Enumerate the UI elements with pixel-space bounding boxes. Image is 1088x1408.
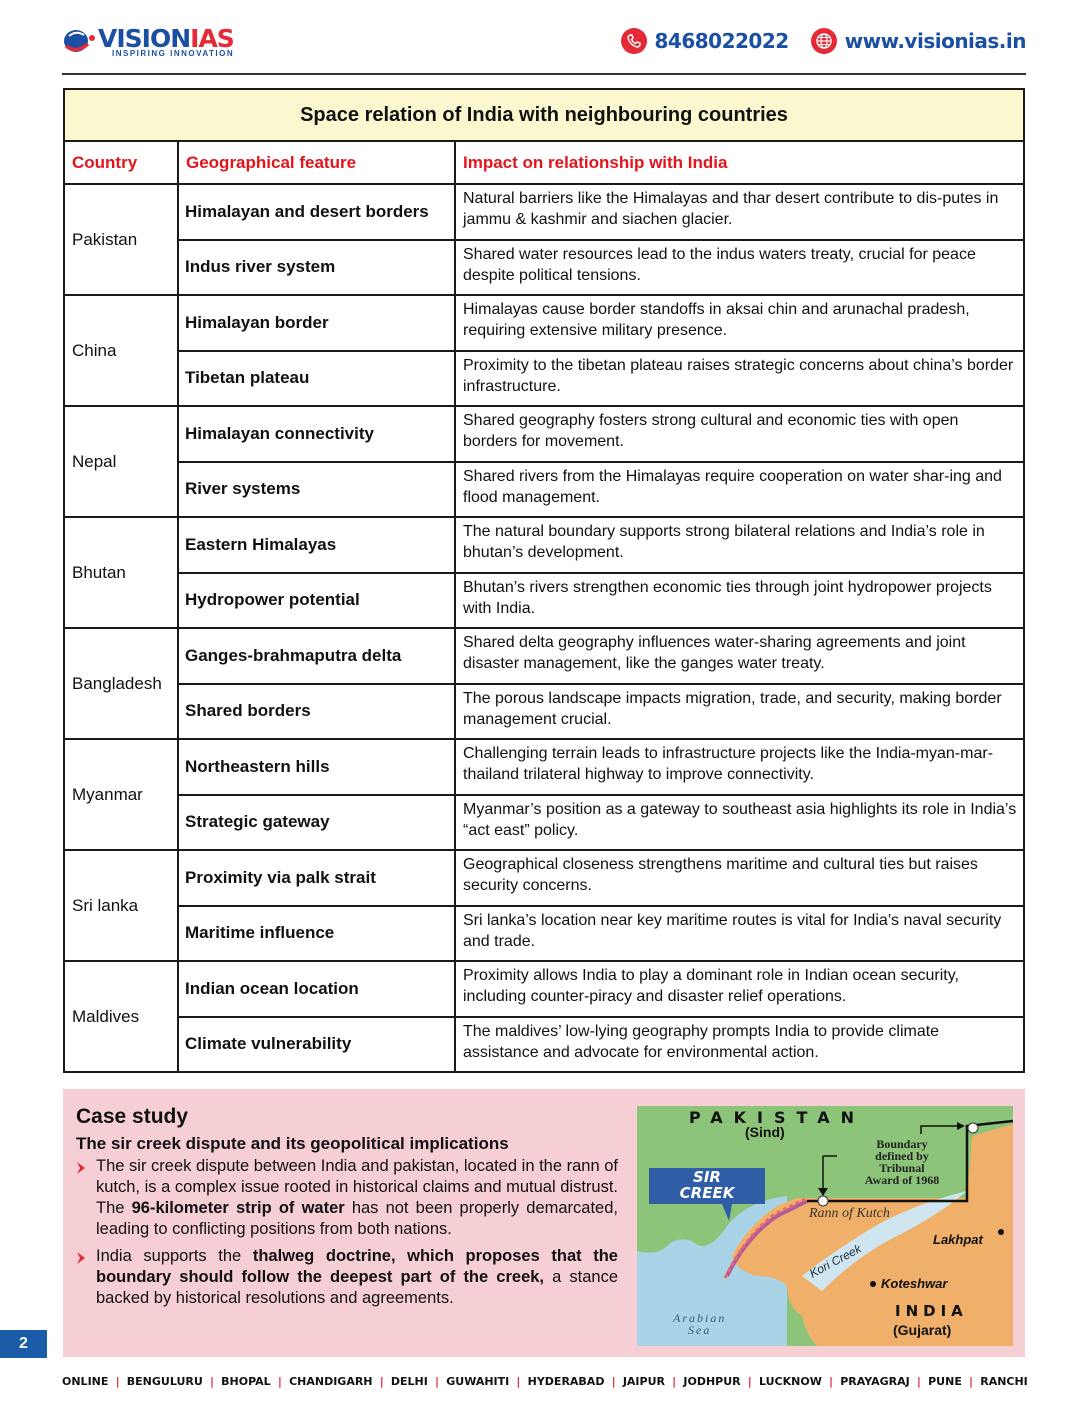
- neighbours-table: [63, 88, 1025, 1073]
- table-row: [64, 850, 1024, 906]
- website-url: www.visionias.in: [844, 29, 1026, 53]
- table-row: [64, 906, 1024, 962]
- bullet-item: [76, 1246, 618, 1309]
- feature-cell: Eastern Himalayas: [178, 517, 455, 573]
- footer-city: GUWAHITI: [446, 1375, 510, 1388]
- map-label-boundary-note: Boundary defined by Tribunal Award of 1968: [864, 1137, 940, 1187]
- brand-vision: VISION: [98, 24, 191, 53]
- map-label-kori-creek: Kori Creek: [807, 1241, 864, 1281]
- impact-cell: Himalayas cause border standoffs in aksai chin and arunachal pradesh, requiring extensive military presence.: [455, 295, 1024, 351]
- footer-city: JODHPUR: [683, 1375, 741, 1388]
- feature-cell: Indus river system: [178, 240, 455, 296]
- bullet-arrow-icon: [76, 1160, 88, 1174]
- header-divider: [62, 73, 1026, 75]
- feature-cell: Maritime influence: [178, 906, 455, 962]
- bullet-arrow-icon: [76, 1250, 88, 1264]
- website-link[interactable]: [811, 28, 1026, 54]
- feature-cell: Himalayan and desert borders: [178, 184, 455, 240]
- table-row: [64, 739, 1024, 795]
- feature-cell: River systems: [178, 462, 455, 518]
- footer-city: HYDERABAD: [527, 1375, 605, 1388]
- feature-cell: Hydropower potential: [178, 573, 455, 629]
- impact-cell: The natural boundary supports strong bilateral relations and India’s role in bhutan’s development.: [455, 517, 1024, 573]
- feature-cell: Ganges-brahmaputra delta: [178, 628, 455, 684]
- map-label-sind: (Sind): [745, 1124, 785, 1140]
- map-label-rann: Rann of Kutch: [809, 1206, 890, 1221]
- country-cell: Bangladesh: [64, 628, 178, 739]
- footer-separator: |: [435, 1375, 440, 1388]
- country-cell: Maldives: [64, 961, 178, 1072]
- brand-tagline: INSPIRING INNOVATION: [112, 49, 235, 58]
- footer-city: ONLINE: [62, 1375, 109, 1388]
- impact-cell: The porous landscape impacts migration, trade, and security, making border management crucial.: [455, 684, 1024, 740]
- impact-cell: Sri lanka’s location near key maritime routes is vital for India’s naval security and trade.: [455, 906, 1024, 962]
- bullet-item: [76, 1156, 618, 1240]
- bullet-bold-text: thalweg doctrine, which proposes that the boundary should follow the deepest part of the creek,: [96, 1247, 618, 1286]
- page-number: 2: [0, 1330, 47, 1358]
- map-label-pakistan: PAKISTAN: [689, 1108, 865, 1127]
- case-study-bullets: [76, 1156, 618, 1315]
- feature-cell: Strategic gateway: [178, 795, 455, 851]
- table-row: [64, 684, 1024, 740]
- table-row: [64, 517, 1024, 573]
- contact-info: [621, 28, 1027, 54]
- feature-cell: Climate vulnerability: [178, 1017, 455, 1073]
- impact-cell: The maldives’ low-lying geography prompts India to provide climate assistance and advocate for environmental action.: [455, 1017, 1024, 1073]
- column-header-country: Country: [64, 141, 178, 184]
- table-row: [64, 462, 1024, 518]
- feature-cell: Himalayan border: [178, 295, 455, 351]
- map-label-arabian-sea: Arabian Sea: [673, 1311, 727, 1337]
- table-row: [64, 184, 1024, 240]
- bullet-text: India supports the: [96, 1247, 253, 1265]
- footer-separator: |: [379, 1375, 384, 1388]
- impact-cell: Natural barriers like the Himalayas and thar desert contribute to dis-putes in jammu & kashmir and siachen glacier.: [455, 184, 1024, 240]
- map-label-india: INDIA: [895, 1302, 968, 1320]
- visionias-logo[interactable]: [62, 26, 234, 58]
- footer-separator: |: [672, 1375, 677, 1388]
- brand-ias: IAS: [190, 24, 234, 53]
- impact-cell: Geographical closeness strengthens maritime and cultural ties but raises security concerns.: [455, 850, 1024, 906]
- impact-cell: Shared water resources lead to the indus waters treaty, crucial for peace despite political tensions.: [455, 240, 1024, 296]
- footer-city: LUCKNOW: [759, 1375, 822, 1388]
- footer-city: DELHI: [390, 1375, 428, 1388]
- footer-separator: |: [277, 1375, 282, 1388]
- footer-separator: |: [209, 1375, 214, 1388]
- feature-cell: Shared borders: [178, 684, 455, 740]
- case-study-box: [63, 1089, 1025, 1357]
- country-cell: Sri lanka: [64, 850, 178, 961]
- impact-cell: Bhutan’s rivers strengthen economic ties through joint hydropower projects with India.: [455, 573, 1024, 629]
- case-study-title: Case study: [76, 1105, 189, 1128]
- table-header-row: [64, 141, 1024, 184]
- phone-contact[interactable]: [621, 28, 789, 54]
- table-row: [64, 573, 1024, 629]
- column-header-feature: Geographical feature: [178, 141, 455, 184]
- column-header-impact: Impact on relationship with India: [455, 141, 1024, 184]
- sir-creek-map: [637, 1106, 1013, 1346]
- map-label-lakhpat: Lakhpat: [933, 1232, 983, 1247]
- footer-separator: |: [516, 1375, 521, 1388]
- country-cell: China: [64, 295, 178, 406]
- feature-cell: Tibetan plateau: [178, 351, 455, 407]
- footer-city: RANCHI: [980, 1375, 1028, 1388]
- footer-city: BENGULURU: [126, 1375, 203, 1388]
- country-cell: Myanmar: [64, 739, 178, 850]
- footer-city: CHANDIGARH: [289, 1375, 373, 1388]
- impact-cell: Shared rivers from the Himalayas require cooperation on water shar-ing and flood management.: [455, 462, 1024, 518]
- footer-city: PRAYAGRAJ: [840, 1375, 910, 1388]
- footer-separator: |: [747, 1375, 752, 1388]
- bullet-text: has not been properly demarcated, leading to conflicting positions from both nations.: [96, 1199, 618, 1238]
- table-row: [64, 406, 1024, 462]
- country-cell: Pakistan: [64, 184, 178, 295]
- map-label-koteshwar: Koteshwar: [881, 1276, 948, 1291]
- footer-separator: |: [829, 1375, 834, 1388]
- feature-cell: Himalayan connectivity: [178, 406, 455, 462]
- footer-city: PUNE: [928, 1375, 962, 1388]
- footer-cities: [62, 1375, 1028, 1388]
- map-label-sir-creek: SIR CREEK: [679, 1168, 735, 1202]
- table-row: [64, 240, 1024, 296]
- table-row: [64, 295, 1024, 351]
- map-label-gujarat: (Gujarat): [893, 1322, 952, 1338]
- impact-cell: Proximity to the tibetan plateau raises strategic concerns about china’s border infrastructure.: [455, 351, 1024, 407]
- phone-icon: [621, 28, 647, 54]
- impact-cell: Shared delta geography influences water-sharing agreements and joint disaster management, like the ganges water treaty.: [455, 628, 1024, 684]
- footer-city: JAIPUR: [622, 1375, 665, 1388]
- page-header: [62, 24, 1026, 70]
- table-row: [64, 1017, 1024, 1073]
- table-row: [64, 351, 1024, 407]
- feature-cell: Indian ocean location: [178, 961, 455, 1017]
- feature-cell: Proximity via palk strait: [178, 850, 455, 906]
- bullet-bold-text: 96-kilometer strip of water: [131, 1199, 345, 1217]
- footer-separator: |: [969, 1375, 974, 1388]
- footer-separator: |: [611, 1375, 616, 1388]
- country-cell: Bhutan: [64, 517, 178, 628]
- table-row: [64, 795, 1024, 851]
- bullet-text: a stance backed by historical resolutions and agreements.: [96, 1268, 619, 1307]
- bullet-text: The sir creek dispute between India and pakistan, located in the rann of kutch, is a complex issue rooted in historical claims and mutual distrust. The: [96, 1157, 618, 1217]
- phone-number: 8468022022: [654, 29, 789, 53]
- impact-cell: Shared geography fosters strong cultural and economic ties with open borders for movement.: [455, 406, 1024, 462]
- table-row: [64, 961, 1024, 1017]
- table-title: Space relation of India with neighbouring countries: [64, 89, 1024, 141]
- impact-cell: Myanmar’s position as a gateway to southeast asia highlights its role in India’s “act east” policy.: [455, 795, 1024, 851]
- table-row: [64, 628, 1024, 684]
- footer-separator: |: [916, 1375, 921, 1388]
- case-study-subtitle: The sir creek dispute and its geopolitical implications: [76, 1134, 509, 1153]
- country-cell: Nepal: [64, 406, 178, 517]
- logo-globe-icon: [62, 26, 96, 56]
- impact-cell: Proximity allows India to play a dominant role in Indian ocean security, including counter-piracy and disaster relief operations.: [455, 961, 1024, 1017]
- footer-separator: |: [115, 1375, 120, 1388]
- impact-cell: Challenging terrain leads to infrastructure projects like the India-myan-mar-thailand trilateral highway to improve connectivity.: [455, 739, 1024, 795]
- globe-icon: [811, 28, 837, 54]
- feature-cell: Northeastern hills: [178, 739, 455, 795]
- footer-city: BHOPAL: [221, 1375, 271, 1388]
